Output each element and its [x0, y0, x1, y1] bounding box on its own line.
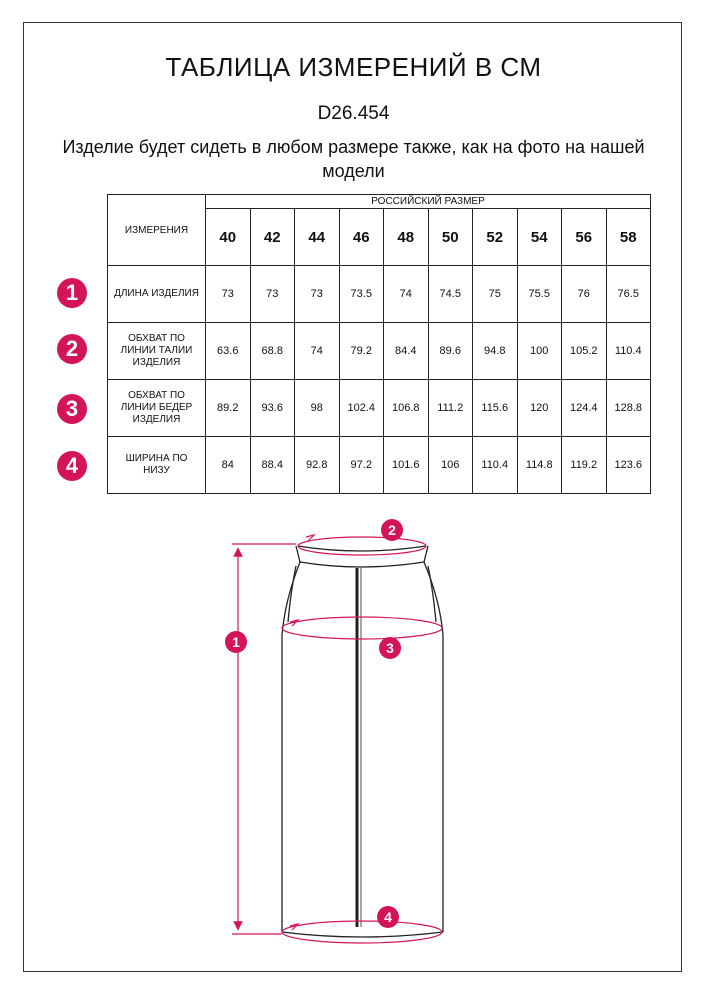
value-cell: 79.2 [339, 323, 384, 380]
size-cell: 56 [562, 209, 607, 266]
value-cell: 120 [517, 380, 562, 437]
value-cell: 94.8 [473, 323, 518, 380]
row-label: ДЛИНА ИЗДЕЛИЯ [108, 266, 206, 323]
row-label: ШИРИНА ПО НИЗУ [108, 437, 206, 494]
skirt-outline [282, 546, 443, 937]
left-side-seam [282, 562, 300, 932]
size-cell: 52 [473, 209, 518, 266]
value-cell: 110.4 [473, 437, 518, 494]
measurement-lines [232, 535, 442, 943]
value-cell: 73 [295, 266, 340, 323]
row-marker-3: 3 [57, 394, 87, 424]
value-cell: 106.8 [384, 380, 429, 437]
value-cell: 75.5 [517, 266, 562, 323]
value-cell: 73.5 [339, 266, 384, 323]
page-title: ТАБЛИЦА ИЗМЕРЕНИЙ В СМ [165, 52, 542, 82]
value-cell: 76 [562, 266, 607, 323]
size-header: РОССИЙСКИЙ РАЗМЕР [206, 195, 651, 209]
value-cell: 84 [206, 437, 251, 494]
value-cell: 106 [428, 437, 473, 494]
size-cell: 50 [428, 209, 473, 266]
value-cell: 115.6 [473, 380, 518, 437]
value-cell: 73 [250, 266, 295, 323]
value-cell: 100 [517, 323, 562, 380]
drawing-marker-1 [225, 631, 247, 653]
row-label: ОБХВАТ ПО ЛИНИИ БЕДЕР ИЗДЕЛИЯ [108, 380, 206, 437]
value-cell: 114.8 [517, 437, 562, 494]
value-cell: 75 [473, 266, 518, 323]
fit-note: Изделие будет сидеть в любом размере также, как на фото на нашей модели [62, 137, 645, 181]
value-cell: 89.6 [428, 323, 473, 380]
waistband [296, 546, 428, 567]
value-cell: 92.8 [295, 437, 340, 494]
waist-ellipse [298, 537, 426, 555]
measure-header: ИЗМЕРЕНИЯ [108, 195, 206, 266]
svg-text:3: 3 [386, 640, 394, 656]
value-cell: 89.2 [206, 380, 251, 437]
value-cell: 98 [295, 380, 340, 437]
size-cell: 42 [250, 209, 295, 266]
size-cell: 46 [339, 209, 384, 266]
right-side-seam [424, 562, 443, 932]
svg-text:4: 4 [384, 909, 392, 925]
value-cell: 124.4 [562, 380, 607, 437]
svg-text:2: 2 [388, 522, 396, 538]
hem [282, 932, 443, 937]
value-cell: 93.6 [250, 380, 295, 437]
value-cell: 63.6 [206, 323, 251, 380]
value-cell: 74 [384, 266, 429, 323]
drawing-marker-3 [379, 637, 401, 659]
waistband-top [298, 546, 426, 551]
value-cell: 74 [295, 323, 340, 380]
drawing-marker-2 [381, 519, 403, 541]
value-cell: 111.2 [428, 380, 473, 437]
size-cell: 48 [384, 209, 429, 266]
value-cell: 101.6 [384, 437, 429, 494]
svg-text:1: 1 [232, 634, 240, 650]
value-cell: 102.4 [339, 380, 384, 437]
value-cell: 110.4 [606, 323, 651, 380]
row-label: ОБХВАТ ПО ЛИНИИ ТАЛИИ ИЗДЕЛИЯ [108, 323, 206, 380]
value-cell: 73 [206, 266, 251, 323]
value-cell: 119.2 [562, 437, 607, 494]
article-number: D26.454 [317, 103, 390, 124]
row-marker-2: 2 [57, 334, 87, 364]
value-cell: 123.6 [606, 437, 651, 494]
value-cell: 105.2 [562, 323, 607, 380]
value-cell: 74.5 [428, 266, 473, 323]
hip-ellipse [282, 617, 442, 639]
row-marker-4: 4 [57, 451, 87, 481]
size-cell: 58 [606, 209, 651, 266]
size-cell: 44 [295, 209, 340, 266]
value-cell: 76.5 [606, 266, 651, 323]
value-cell: 97.2 [339, 437, 384, 494]
size-cell: 54 [517, 209, 562, 266]
size-cell: 40 [206, 209, 251, 266]
value-cell: 128.8 [606, 380, 651, 437]
row-marker-1: 1 [57, 278, 87, 308]
value-cell: 68.8 [250, 323, 295, 380]
drawing-marker-4 [377, 906, 399, 928]
hem-ellipse [282, 921, 442, 943]
value-cell: 84.4 [384, 323, 429, 380]
value-cell: 88.4 [250, 437, 295, 494]
